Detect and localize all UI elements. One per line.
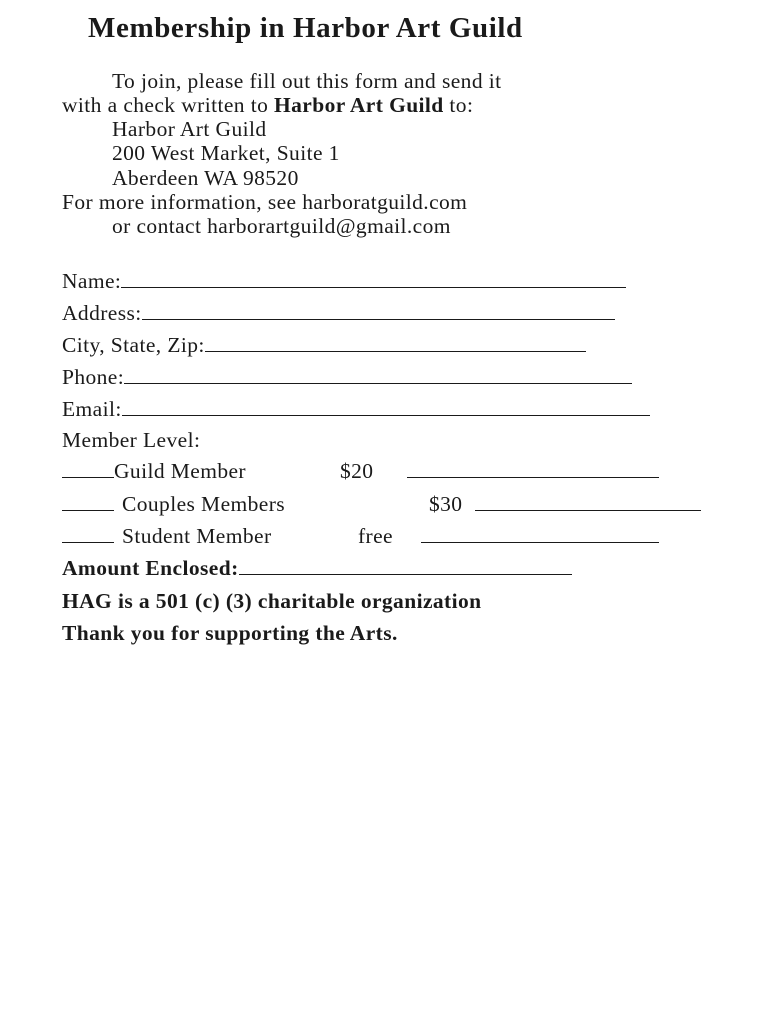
guild-member-price: $20 [340,459,374,483]
phone-input-line[interactable] [124,365,632,384]
student-member-checkbox-line[interactable] [62,524,114,543]
page-title: Membership in Harbor Art Guild [88,12,523,44]
level-option-guild [62,458,659,484]
level-option-couples [62,491,701,517]
info-line-2: or contact harborartguild@gmail.com [112,214,451,238]
mailing-address-line-1: Harbor Art Guild [112,117,267,141]
intro-line-2-suffix: to: [443,93,474,117]
payee-name: Harbor Art Guild [274,93,444,117]
amount-enclosed-field [62,555,572,581]
couples-member-checkbox-line[interactable] [62,492,114,511]
city-state-zip-input-line[interactable] [205,333,586,352]
name-label: Name: [62,269,122,293]
phone-field [62,364,632,390]
address-field [62,300,615,326]
guild-member-label: Guild Member [114,459,246,483]
mailing-address-line-2: 200 West Market, Suite 1 [112,141,340,165]
thank-you-note: Thank you for supporting the Arts. [62,621,398,645]
name-field [62,268,626,294]
couples-member-price: $30 [429,492,463,516]
student-member-price: free [358,524,394,548]
guild-member-checkbox-line[interactable] [62,459,114,478]
address-input-line[interactable] [142,301,615,320]
amount-enclosed-input-line[interactable] [239,556,572,575]
info-line-1: For more information, see harboratguild.com [62,190,468,214]
email-field [62,396,650,422]
couples-member-label: Couples Members [122,492,286,516]
name-input-line[interactable] [121,269,626,288]
email-input-line[interactable] [122,397,650,416]
student-member-label: Student Member [122,524,272,548]
charity-statement: HAG is a 501 (c) (3) charitable organization [62,589,482,613]
member-level-heading: Member Level: [62,428,201,452]
phone-label: Phone: [62,365,125,389]
city-state-zip-field [62,332,586,358]
intro-line-2 [62,92,473,118]
intro-line-2-prefix: with a check written to [62,93,274,117]
guild-member-amount-line[interactable] [407,459,659,478]
city-state-zip-label: City, State, Zip: [62,333,205,357]
address-label: Address: [62,301,142,325]
level-option-student [62,523,659,549]
mailing-address-line-3: Aberdeen WA 98520 [112,166,299,190]
student-member-amount-line[interactable] [421,524,659,543]
intro-line-1: To join, please fill out this form and send it [112,69,502,93]
amount-enclosed-label: Amount Enclosed: [62,556,239,580]
couples-member-amount-line[interactable] [475,492,701,511]
email-label: Email: [62,397,122,421]
